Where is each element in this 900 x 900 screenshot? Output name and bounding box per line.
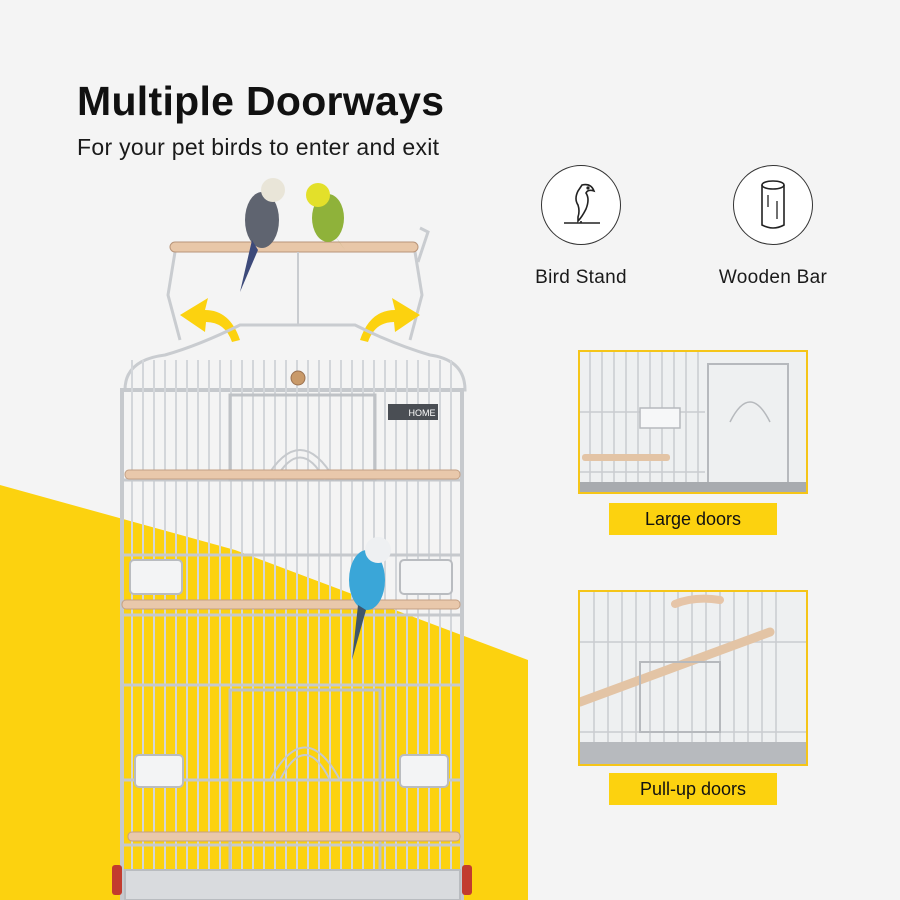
large-doors-label: Large doors — [609, 503, 777, 535]
brand-plate-text: HOME — [408, 408, 436, 418]
subheadline: For your pet birds to enter and exit — [77, 134, 440, 160]
budgie-grey-blue — [240, 178, 285, 292]
top-wooden-perch — [170, 242, 418, 252]
budgie-yellow-green — [306, 183, 345, 250]
bird-stand-icon — [541, 165, 621, 245]
feature-label: Bird Stand — [535, 267, 627, 288]
headline: Multiple Doorways — [77, 78, 445, 124]
feature-wooden-bar — [693, 165, 853, 289]
feature-label: Wooden Bar — [718, 267, 828, 288]
left-open-arrow-icon — [180, 298, 240, 342]
feature-bird-stand — [501, 165, 661, 289]
large-doors-photo — [578, 350, 808, 494]
pull-up-doors-photo — [578, 590, 808, 766]
pull-up-doors-label: Pull-up doors — [609, 773, 777, 805]
wooden-bar-icon — [733, 165, 813, 245]
